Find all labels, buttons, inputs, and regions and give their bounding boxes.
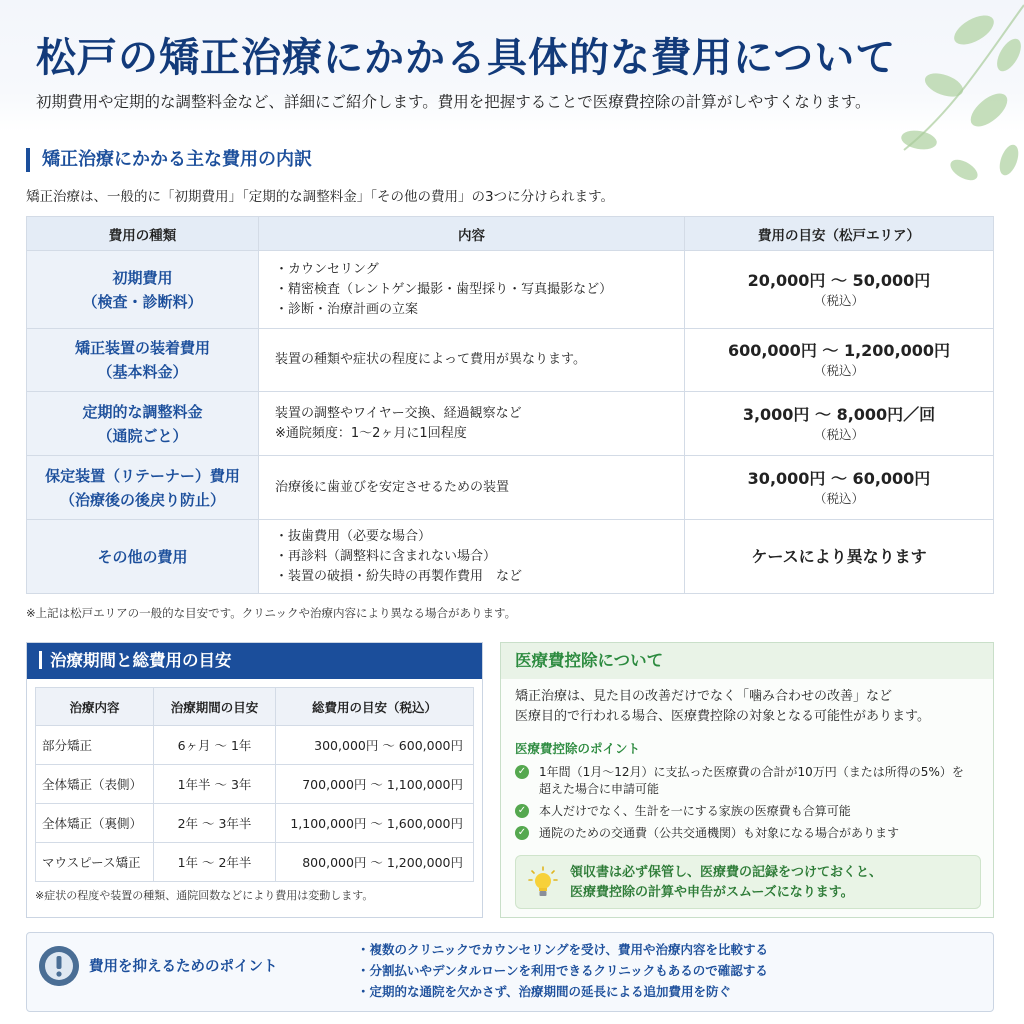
table-row (36, 765, 474, 804)
row-type-line: （通院ごと） (97, 426, 188, 445)
breakdown-heading: 矯正治療にかかる主な費用の内訳 (26, 148, 312, 172)
tip-line: 領収書は必ず保管し、医療費の記録をつけておくと、 (570, 865, 883, 880)
cost-value: 20,000円 〜 50,000円 (747, 270, 931, 290)
row-type-line: （検査・診断料） (82, 292, 203, 311)
content-line: ※通院頻度：1〜2ヶ月に1回程度 (275, 425, 467, 441)
list-item: ・複数のクリニックでカウンセリングを受け、費用や治療内容を比較する (357, 942, 769, 957)
point-line: 本人だけでなく、生計を一にする家族の医療費も合算可能 (539, 804, 851, 818)
point-line: 超えた場合に申請可能 (539, 782, 660, 796)
duration-heading: 治療期間と総費用の目安 (50, 651, 232, 670)
deduction-panel (500, 642, 994, 918)
duration-heading-bar (27, 643, 482, 679)
col-header-type: 費用の種類 (27, 217, 259, 251)
treatment-cost: 300,000円 〜 600,000円 (276, 726, 474, 765)
row-content (259, 251, 685, 329)
row-type (27, 456, 259, 520)
table-row (36, 804, 474, 843)
row-content (259, 520, 685, 594)
treatment-cost: 1,100,000円 〜 1,600,000円 (276, 804, 474, 843)
row-cost (685, 392, 994, 456)
row-type-line: （基本料金） (97, 363, 188, 381)
deduction-points-list (515, 764, 985, 847)
breakdown-note: ※上記は松戸エリアの一般的な目安です。クリニックや治療内容により異なる場合があります。 (26, 606, 517, 620)
content-line: ・精密検査（レントゲン撮影・歯型採り・写真撮影など） (275, 281, 613, 297)
page-subtitle: 初期費用や定期的な調整料金など、詳細にご紹介します。費用を把握することで医療費控除の計算がしやすくなります。 (36, 93, 871, 111)
row-content (259, 329, 685, 392)
row-type (27, 329, 259, 392)
tax-label: （税込） (813, 292, 864, 308)
lightbulb-icon (528, 866, 558, 900)
treatment-name: 全体矯正（裏側） (36, 804, 154, 843)
check-icon: ✓ (515, 765, 529, 779)
row-cost (685, 329, 994, 392)
content-line: ・カウンセリング (275, 261, 379, 277)
col-header-content: 内容 (259, 217, 685, 251)
duration-panel (26, 642, 483, 918)
deduction-body (515, 687, 985, 727)
content-line: ・再診料（調整料に含まれない場合） (275, 548, 497, 564)
saving-heading: 費用を抑えるためのポイント (89, 959, 278, 975)
row-type-line: その他の費用 (97, 547, 188, 566)
row-cost (685, 251, 994, 329)
table-row (27, 329, 994, 392)
saving-tips-panel (26, 932, 994, 1012)
heading-accent-bar (39, 651, 42, 669)
row-type (27, 392, 259, 456)
tip-line: 医療費控除の計算や申告がスムーズになります。 (570, 885, 854, 900)
cost-breakdown-table (26, 216, 994, 594)
table-header-row (27, 217, 994, 251)
row-type (27, 251, 259, 329)
receipt-tip-box (515, 855, 981, 909)
exclamation-icon (39, 946, 79, 986)
row-type-line: 定期的な調整料金 (82, 402, 203, 421)
content-line: 装置の調整やワイヤー交換、経過観察など (275, 405, 522, 421)
treatment-name: 部分矯正 (36, 726, 154, 765)
list-item: ・定期的な通院を欠かさず、治療期間の延長による追加費用を防ぐ (357, 984, 732, 999)
table-row (27, 251, 994, 329)
saving-list (357, 939, 768, 1002)
col-header-treatment: 治療内容 (36, 688, 154, 726)
treatment-period: 1年 〜 2年半 (154, 843, 276, 882)
cost-value: ケースにより異なります (751, 546, 927, 566)
table-row (27, 456, 994, 520)
content-line: ・装置の破損・紛失時の再製作費用 など (275, 568, 523, 584)
tax-label: （税込） (813, 363, 864, 378)
body-line: 矯正治療は、見た目の改善だけでなく「噛み合わせの改善」など (515, 689, 893, 704)
row-cost (685, 520, 994, 594)
tax-label: （税込） (813, 426, 864, 442)
treatment-period: 2年 〜 3年半 (154, 804, 276, 843)
row-type-line: （治療後の後戻り防止） (59, 490, 225, 509)
treatment-period: 1年半 〜 3年 (154, 765, 276, 804)
body-line: 医療目的で行われる場合、医療費控除の対象となる可能性があります。 (515, 709, 930, 724)
row-content (259, 456, 685, 520)
treatment-period: 6ヶ月 〜 1年 (154, 726, 276, 765)
table-header-row (36, 688, 474, 726)
breakdown-intro: 矯正治療は、一般的に「初期費用」「定期的な調整料金」「その他の費用」の3つに分けられます。 (26, 189, 615, 205)
check-icon: ✓ (515, 826, 529, 840)
col-header-total: 総費用の目安（税込） (276, 688, 474, 726)
table-row (36, 726, 474, 765)
content-line: ・診断・治療計画の立案 (275, 301, 419, 317)
row-content (259, 392, 685, 456)
tip-text (570, 863, 882, 903)
treatment-name: マウスピース矯正 (36, 843, 154, 882)
row-type (27, 520, 259, 594)
list-item: ・分割払いやデンタルローンを利用できるクリニックもあるので確認する (357, 963, 768, 978)
table-row (27, 520, 994, 594)
treatment-name: 全体矯正（表側） (36, 765, 154, 804)
duration-note: ※症状の程度や装置の種類、通院回数などにより費用は変動します。 (35, 889, 374, 902)
deduction-heading: 医療費控除について (501, 643, 993, 679)
treatment-cost: 800,000円 〜 1,200,000円 (276, 843, 474, 882)
treatment-cost: 700,000円 〜 1,100,000円 (276, 765, 474, 804)
list-item (515, 825, 985, 842)
content-line: 治療後に歯並びを安定させるための装置 (275, 479, 510, 495)
cost-value: 30,000円 〜 60,000円 (747, 468, 931, 488)
deduction-points-title: 医療費控除のポイント (515, 741, 641, 756)
list-item (515, 764, 985, 798)
table-row (27, 392, 994, 456)
cost-value: 600,000円 〜 1,200,000円 (727, 341, 951, 360)
page-title: 松戸の矯正治療にかかる具体的な費用について (36, 34, 897, 81)
tax-label: （税込） (813, 490, 864, 506)
cost-value: 3,000円 〜 8,000円／回 (742, 404, 936, 424)
check-icon: ✓ (515, 804, 529, 818)
content-line: ・抜歯費用（必要な場合） (275, 528, 432, 544)
content-line: 装置の種類や症状の程度によって費用が異なります。 (275, 352, 586, 367)
row-cost (685, 456, 994, 520)
point-line: 通院のための交通費（公共交通機関）も対象になる場合があります (539, 826, 900, 840)
point-line: 1年間（1月〜12月）に支払った医療費の合計が10万円（または所得の5%）を (539, 765, 964, 779)
col-header-cost: 費用の目安（松戸エリア） (685, 217, 994, 251)
list-item (515, 803, 985, 820)
duration-table (35, 687, 474, 882)
col-header-period: 治療期間の目安 (154, 688, 276, 726)
row-type-line: 矯正装置の装着費用 (74, 339, 210, 357)
row-type-line: 初期費用 (112, 268, 173, 287)
row-type-line: 保定装置（リテーナー）費用 (45, 466, 240, 485)
table-row (36, 843, 474, 882)
